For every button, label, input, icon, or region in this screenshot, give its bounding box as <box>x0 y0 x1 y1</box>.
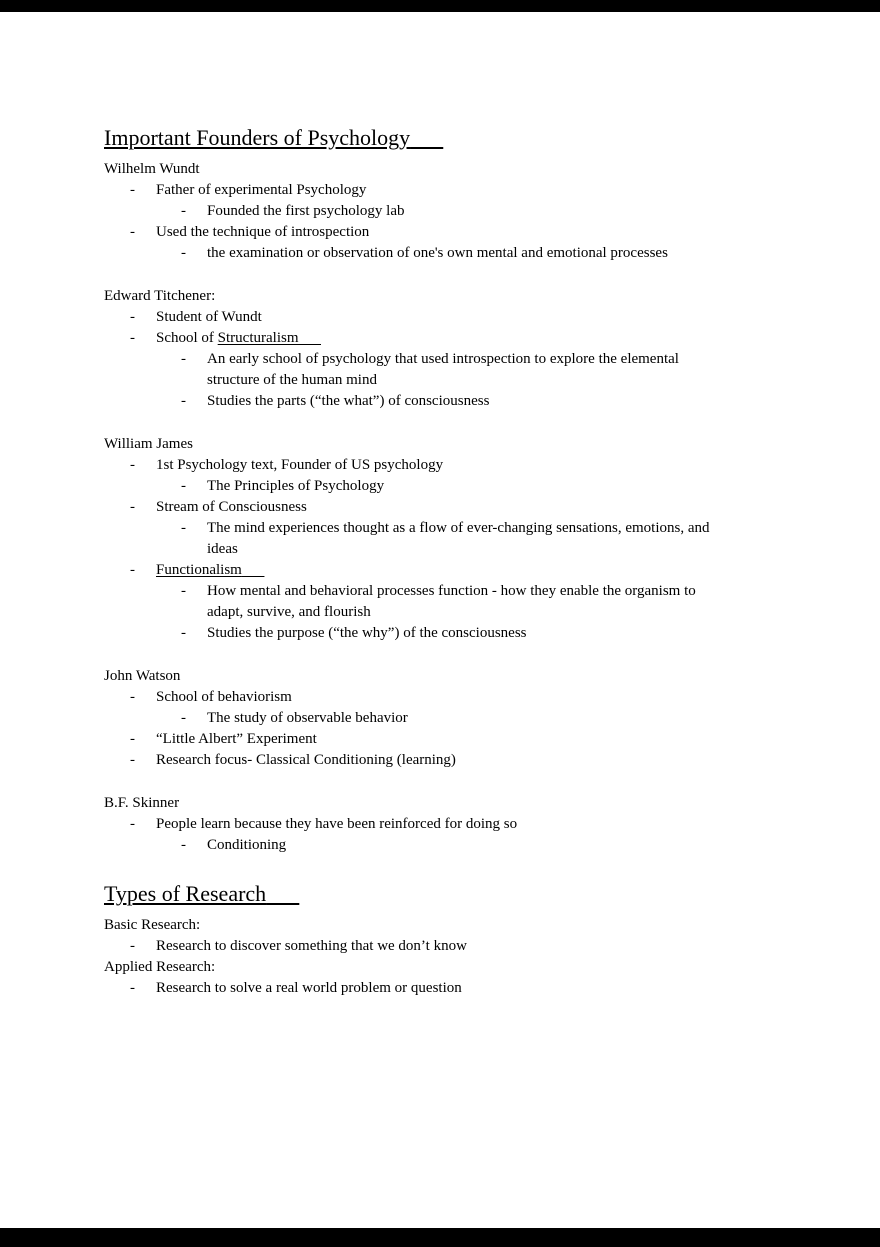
bullet-dash: - <box>130 752 135 768</box>
document-page <box>0 12 880 1228</box>
block-title: John Watson <box>104 668 181 684</box>
text-run: School of behaviorism <box>156 689 292 705</box>
letterbox-bottom <box>0 1228 880 1247</box>
text-run: Conditioning <box>207 837 287 853</box>
bullet-text <box>156 455 716 476</box>
bullet-dash: - <box>130 938 135 954</box>
bullet-item <box>104 750 716 771</box>
text-run: “Little Albert” Experiment <box>156 731 317 747</box>
bullet-item <box>104 581 716 623</box>
bullet-text <box>207 581 716 623</box>
bullet-dash: - <box>130 224 135 240</box>
text-run: The study of observable behavior <box>207 710 408 726</box>
bullet-text <box>207 476 716 497</box>
bullet-dash: - <box>130 330 135 346</box>
text-run: Research to discover something that we don’t know <box>156 938 467 954</box>
text-run: Father of experimental Psychology <box>156 182 367 198</box>
bullet-item <box>104 835 716 856</box>
text-run: School of <box>156 330 218 346</box>
bullet-text <box>207 708 716 729</box>
bullet-dash: - <box>130 731 135 747</box>
note-block <box>104 286 716 412</box>
block-title: Applied Research: <box>104 959 216 975</box>
bullet-dash: - <box>181 583 186 599</box>
bullet-dash: - <box>181 520 186 536</box>
bullet-text <box>156 180 716 201</box>
text-run: Studies the parts (“the what”) of consciousness <box>207 393 490 409</box>
bullet-text <box>156 222 716 243</box>
note-block <box>104 159 716 264</box>
underlined-term: Functionalism <box>156 562 242 578</box>
bullet-text <box>156 497 716 518</box>
block-title: Edward Titchener: <box>104 288 216 304</box>
bullet-dash: - <box>181 351 186 367</box>
bullet-text <box>156 936 716 957</box>
bullet-item <box>104 180 716 201</box>
bullet-item <box>104 518 716 560</box>
text-run: Stream of Consciousness <box>156 499 307 515</box>
bullet-text <box>156 307 716 328</box>
section-heading-text: Types of Research <box>104 881 267 906</box>
text-run: Used the technique of introspection <box>156 224 370 240</box>
block-title: B.F. Skinner <box>104 795 180 811</box>
block-title: Basic Research: <box>104 917 201 933</box>
bullet-item <box>104 307 716 328</box>
bullet-item <box>104 687 716 708</box>
section-heading-text: Important Founders of Psychology <box>104 125 411 150</box>
block-title: William James <box>104 436 193 452</box>
note-block <box>104 793 716 856</box>
bullet-item <box>104 729 716 750</box>
text-run: The mind experiences thought as a flow of ever-changing sensations, emotions, and ideas <box>207 520 710 557</box>
bullet-text <box>207 391 716 412</box>
text-run: Research focus- Classical Conditioning (learning) <box>156 752 456 768</box>
bullet-item <box>104 391 716 412</box>
bullet-text <box>156 750 716 771</box>
note-block <box>104 957 716 999</box>
bullet-item <box>104 497 716 518</box>
bullet-item <box>104 243 716 264</box>
section-heading <box>104 124 716 152</box>
bullet-dash: - <box>181 393 186 409</box>
bullet-item <box>104 708 716 729</box>
bullet-text <box>156 687 716 708</box>
text-run: How mental and behavioral processes function - how they enable the organism to adapt, survive, and flourish <box>207 583 696 620</box>
bullet-dash: - <box>181 203 186 219</box>
bullet-item <box>104 201 716 222</box>
bullet-dash: - <box>130 309 135 325</box>
bullet-text <box>207 835 716 856</box>
text-run: An early school of psychology that used introspection to explore the elemental structure of the human mind <box>207 351 679 388</box>
bullet-dash: - <box>181 625 186 641</box>
text-run: 1st Psychology text, Founder of US psychology <box>156 457 444 473</box>
bullet-text <box>156 729 716 750</box>
note-block <box>104 434 716 644</box>
bullet-item <box>104 476 716 497</box>
bullet-text <box>207 623 716 644</box>
underlined-term: Structuralism <box>217 330 299 346</box>
text-run: Research to solve a real world problem or question <box>156 980 462 996</box>
note-block <box>104 915 716 957</box>
bullet-dash: - <box>130 816 135 832</box>
bullet-text <box>207 349 716 391</box>
text-run: the examination or observation of one's own mental and emotional processes <box>207 245 668 261</box>
bullet-dash: - <box>181 478 186 494</box>
bullet-dash: - <box>181 710 186 726</box>
bullet-item <box>104 978 716 999</box>
bullet-dash: - <box>130 182 135 198</box>
text-run: People learn because they have been reinforced for doing so <box>156 816 518 832</box>
bullet-text <box>156 814 716 835</box>
bullet-dash: - <box>130 457 135 473</box>
text-run: Studies the purpose (“the why”) of the consciousness <box>207 625 527 641</box>
bullet-item <box>104 814 716 835</box>
bullet-dash: - <box>181 837 186 853</box>
bullet-dash: - <box>130 689 135 705</box>
bullet-text <box>156 560 716 581</box>
bullet-dash: - <box>130 980 135 996</box>
bullet-text <box>207 201 716 222</box>
bullet-dash: - <box>130 499 135 515</box>
bullet-item <box>104 328 716 349</box>
text-run: The Principles of Psychology <box>207 478 385 494</box>
bullet-dash: - <box>130 562 135 578</box>
bullet-item <box>104 560 716 581</box>
bullet-item <box>104 455 716 476</box>
bullet-text <box>207 243 716 264</box>
notes-content <box>104 124 716 999</box>
bullet-text <box>156 978 716 999</box>
text-run: Student of Wundt <box>156 309 262 325</box>
bullet-text <box>207 518 716 560</box>
bullet-item <box>104 623 716 644</box>
text-run: Founded the first psychology lab <box>207 203 405 219</box>
bullet-text <box>156 328 716 349</box>
block-title: Wilhelm Wundt <box>104 161 200 177</box>
letterbox-top <box>0 0 880 12</box>
bullet-item <box>104 936 716 957</box>
note-block <box>104 666 716 771</box>
bullet-item <box>104 349 716 391</box>
bullet-dash: - <box>181 245 186 261</box>
section-heading <box>104 880 716 908</box>
bullet-item <box>104 222 716 243</box>
